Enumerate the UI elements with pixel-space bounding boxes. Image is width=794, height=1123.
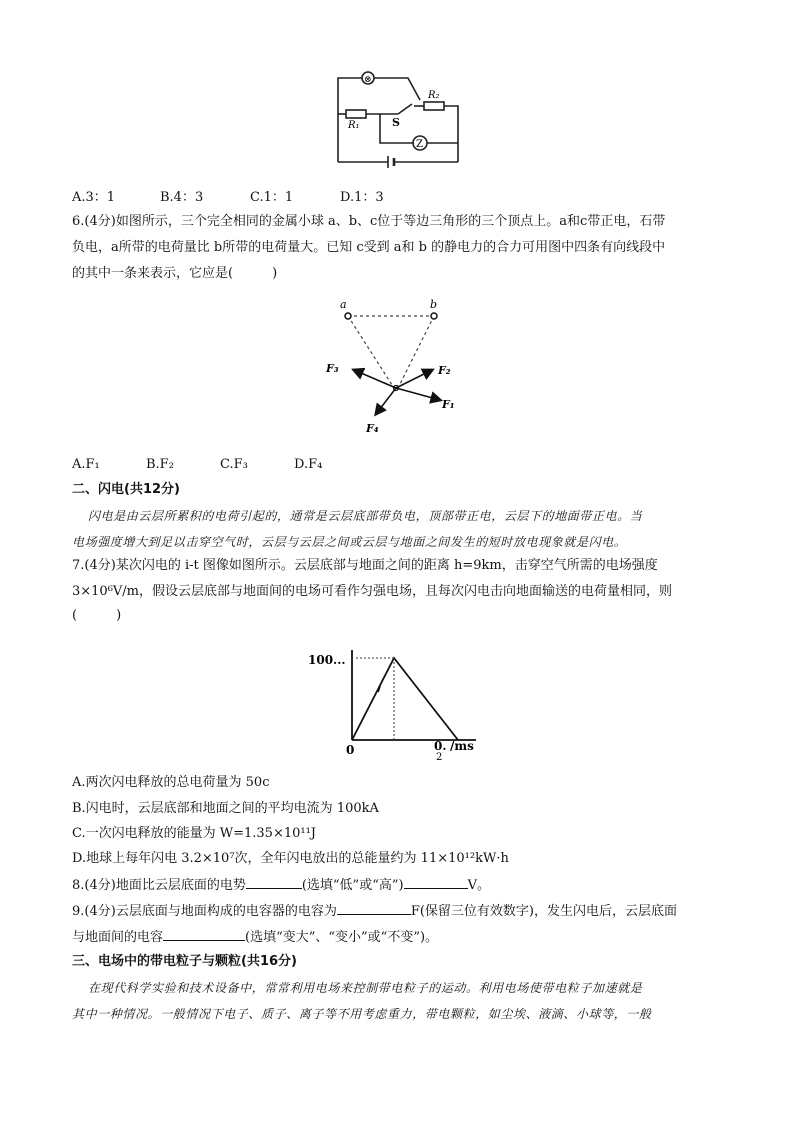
q7-option-a[interactable]: A.两次闪电释放的总电荷量为 50c [72, 775, 270, 790]
q7-option-b[interactable]: B.闪电时，云层底部和地面之间的平均电流为 100kA [72, 801, 379, 816]
q9-pre2: 与地面间的电容 [72, 930, 164, 945]
section2-title: 二、闪电(共12分) [72, 482, 180, 497]
q8-blank-1[interactable] [246, 876, 302, 889]
q6-option-c[interactable]: C.F₃ [220, 457, 248, 472]
q5-option-b[interactable]: B.4：3 [160, 190, 204, 205]
q9-blank-1[interactable] [337, 902, 411, 915]
q6-text-line2: 负电，a所带的电荷量比 b所带的电荷量大。已知 c受到 a和 b 的静电力的合力可用图中四条有向线段中 [72, 240, 666, 255]
q6-text-line3: 的其中一条来表示，它应是( ) [72, 266, 278, 281]
graph-origin-label: 0 [346, 743, 355, 757]
r1-label: R₁ [348, 120, 360, 131]
q9-text-line1 [72, 902, 677, 920]
switch-label: S [392, 116, 400, 129]
label-a: a [340, 298, 347, 311]
label-f3: F₃ [326, 362, 339, 375]
q5-option-a[interactable]: A.3：1 [72, 190, 116, 205]
q6-option-a[interactable]: A.F₁ [72, 457, 100, 472]
q8-post: V。 [467, 878, 490, 893]
q9-pre: 9.(4分)云层底面与地面构成的电容器的电容为 [72, 904, 337, 919]
q6-option-b[interactable]: B.F₂ [146, 457, 174, 472]
r2-label: R₂ [428, 90, 440, 101]
q7-text-line3: ( ) [72, 608, 122, 623]
circuit-diagram [328, 64, 464, 172]
label-f2: F₂ [438, 364, 451, 377]
meter-bottom-label: Z [416, 139, 423, 150]
section3-intro-line2: 其中一种情况。一般情况下电子、质子、离子等不用考虑重力，带电颗粒，如尘埃、液滴、小球等，一般 [72, 1007, 652, 1021]
q5-option-d[interactable]: D.1：3 [340, 190, 384, 205]
q8-pre: 8.(4分)地面比云层底面的电势 [72, 878, 246, 893]
q9-post2: (选填“变大”、“变小”或“不变”)。 [245, 930, 439, 945]
q8-text [72, 876, 490, 894]
meter-top-label: ⊗ [364, 75, 372, 85]
q8-blank-2[interactable] [404, 876, 468, 889]
graph-peak-label: 100... [308, 653, 346, 667]
q7-text-line1: 7.(4分)某次闪电的 i-t 图像如图所示。云层底部与地面之间的距离 h=9km，击穿空气所需的电场强度 [72, 558, 658, 573]
q6-option-d[interactable]: D.F₄ [294, 457, 323, 472]
q9-text-line2 [72, 928, 438, 946]
q6-text-line1: 6.(4分)如图所示，三个完全相同的金属小球 a、b、c位于等边三角形的三个顶点上。a和c带正电，石带 [72, 214, 666, 229]
section2-intro-line2: 电场强度增大到足以击穿空气时，云层与云层之间或云层与地面之间发生的短时放电现象就是闪电。 [72, 535, 627, 549]
graph-tick-label: 0. [434, 739, 447, 753]
section3-intro-line1: 在现代科学实验和技术设备中，常常利用电场来控制带电粒子的运动。利用电场使带电粒子加速就是 [88, 981, 643, 995]
q8-mid: (选填“低”或“高”) [301, 878, 404, 893]
q5-option-c[interactable]: C.1：1 [250, 190, 294, 205]
graph-unit-label: /ms [450, 739, 474, 753]
section3-title: 三、电场中的带电粒子与颗粒(共16分) [72, 954, 297, 969]
section2-intro-line1: 闪电是由云层所累积的电荷引起的，通常是云层底部带负电，顶部带正电，云层下的地面带正电。当 [88, 509, 643, 523]
label-f4: F₄ [366, 422, 379, 435]
force-diagram [320, 296, 460, 438]
q7-option-c[interactable]: C.一次闪电释放的能量为 W=1.35×10¹¹J [72, 826, 317, 841]
q7-option-d[interactable]: D.地球上每年闪电 3.2×10⁷次，全年闪电放出的总能量约为 11×10¹²kW·h [72, 851, 509, 866]
label-f1: F₁ [442, 398, 455, 411]
q9-blank-2[interactable] [163, 928, 245, 941]
label-b: b [430, 298, 438, 311]
graph-sub-label: 2 [436, 752, 443, 760]
q9-mid: F(保留三位有效数字)，发生闪电后，云层底面 [410, 904, 677, 919]
current-time-graph [306, 640, 486, 760]
q7-text-line2: 3×10⁶V/m，假设云层底部与地面间的电场可看作匀强电场，且每次闪电击向地面输送的电荷量相同，则 [72, 584, 673, 599]
